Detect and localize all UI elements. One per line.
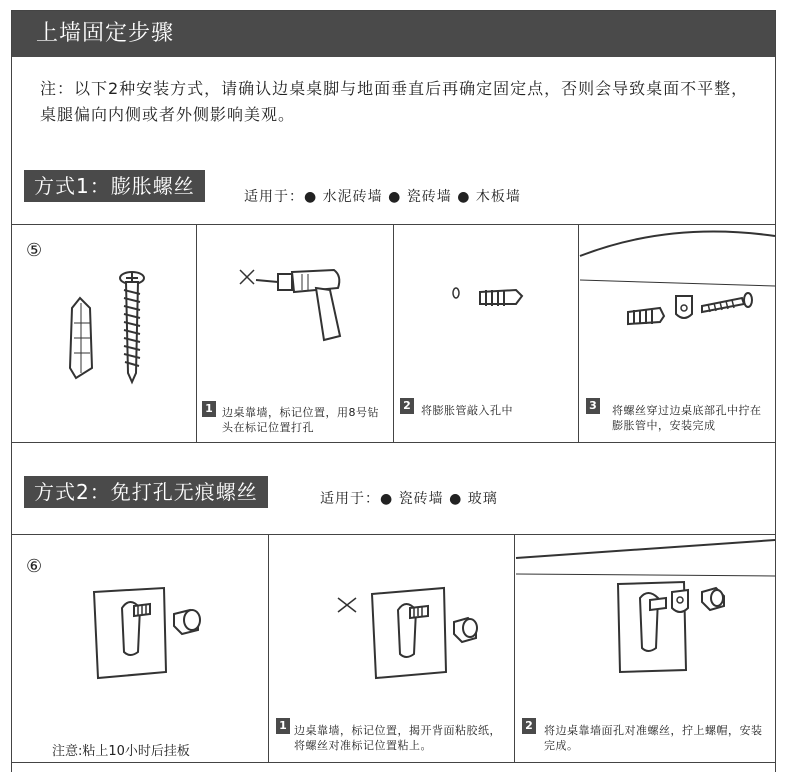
header-bar <box>12 11 775 57</box>
adhesive-plate-icon <box>372 588 446 678</box>
anchor-insert-illustration <box>450 284 540 314</box>
expansion-anchor-icon <box>70 298 92 378</box>
plate-stick-illustration <box>336 588 486 688</box>
method2-title: 方式2：免打孔无痕螺丝 <box>24 476 268 508</box>
step2-badge: 2 <box>522 718 536 734</box>
divider <box>514 534 515 762</box>
adhesive-plate-illustration <box>94 588 214 688</box>
method2-suitable: 适用于：● 瓷砖墙 ● 玻璃 <box>320 491 498 507</box>
method2-warning: 注意:粘上10小时后挂板 <box>52 744 190 759</box>
divider <box>578 224 579 442</box>
plate-mount-illustration <box>516 536 775 686</box>
install-note: 注：以下2种安装方式，请确认边桌桌脚与地面垂直后再确定固定点，否则会导致桌面不平整，桌腿偏向内侧或者外侧影响美观。 <box>40 79 749 124</box>
nut-cap-icon <box>454 618 477 642</box>
method2-step2-text: 将边桌靠墙面孔对准螺丝，拧上螺帽，安装完成。 <box>544 724 763 752</box>
mark-x-icon <box>338 598 356 612</box>
method1-step2-text: 将膨胀管敲入孔中 <box>421 404 513 417</box>
screw-icon <box>702 293 752 312</box>
step1-badge: 1 <box>202 401 216 417</box>
method1-title: 方式1：膨胀螺丝 <box>24 170 205 202</box>
hole-icon <box>453 288 459 298</box>
method1-step1-text: 边桌靠墙，标记位置，用8号钻头在标记位置打孔 <box>222 406 379 434</box>
screw-icon <box>120 272 144 382</box>
method2-index: ⑥ <box>26 556 43 577</box>
method1-index: ⑤ <box>26 240 43 261</box>
nut-cap-icon <box>174 610 200 634</box>
divider <box>196 224 197 442</box>
table-edge <box>516 540 775 558</box>
divider <box>12 442 775 443</box>
method1-suitable: 适用于：● 水泥砖墙 ● 瓷砖墙 ● 木板墙 <box>244 189 521 205</box>
drill-illustration <box>238 262 358 352</box>
adhesive-plate-icon <box>94 588 166 678</box>
divider <box>12 534 775 535</box>
page-title: 上墙固定步骤 <box>36 21 175 46</box>
bracket-icon <box>672 590 688 612</box>
divider <box>12 762 775 763</box>
method2-step1-text: 边桌靠墙，标记位置，揭开背面粘胶纸，将螺丝对准标记位置粘上。 <box>294 724 501 752</box>
table-edge <box>580 232 775 257</box>
nut-cap-icon <box>702 588 724 610</box>
step3-badge: 3 <box>586 398 600 414</box>
divider <box>268 534 269 762</box>
mark-x-icon <box>240 270 254 284</box>
drill-icon <box>256 270 340 340</box>
anchor-screw-illustration <box>60 268 180 388</box>
expansion-anchor-icon <box>628 308 664 324</box>
screw-install-illustration <box>580 226 775 336</box>
step1-badge: 1 <box>276 718 290 734</box>
method1-step3-text: 将螺丝穿过边桌底部孔中拧在膨胀管中，安装完成 <box>612 404 762 432</box>
expansion-anchor-icon <box>480 290 522 306</box>
bracket-icon <box>676 296 692 318</box>
step2-badge: 2 <box>400 398 414 414</box>
divider <box>393 224 394 442</box>
